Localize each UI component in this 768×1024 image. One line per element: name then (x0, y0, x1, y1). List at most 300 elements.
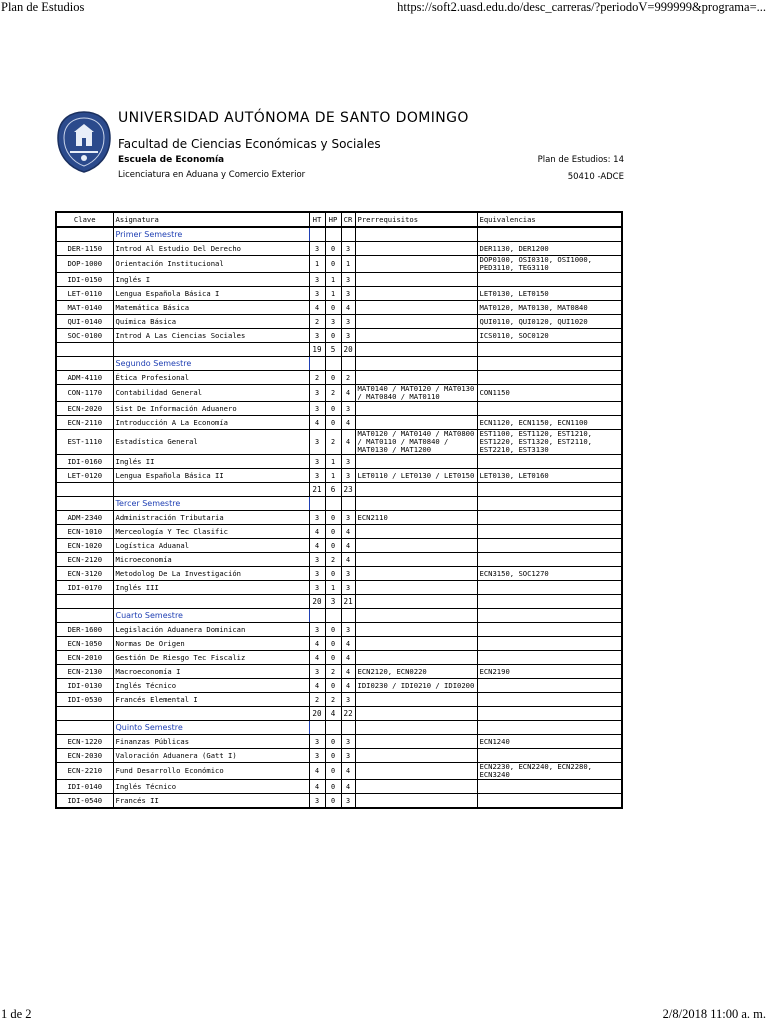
course-row (56, 679, 622, 693)
course-hp: 0 (325, 301, 341, 315)
col-header-clave: Clave (56, 212, 113, 227)
course-row (56, 329, 622, 343)
course-hp: 0 (325, 329, 341, 343)
course-ht: 1 (309, 256, 325, 273)
empty-cell (477, 497, 622, 511)
course-ht: 4 (309, 301, 325, 315)
total-cr: 22 (341, 707, 355, 721)
col-header-asignatura: Asignatura (113, 212, 309, 227)
course-equivalences (477, 273, 622, 287)
total-cr: 20 (341, 343, 355, 357)
empty-cell (325, 497, 341, 511)
course-ht: 2 (309, 315, 325, 329)
course-row (56, 287, 622, 301)
course-row (56, 794, 622, 809)
course-name: Valoración Aduanera (Gatt I) (113, 749, 309, 763)
print-datetime: 2/8/2018 11:00 a. m. (662, 1007, 766, 1021)
course-name: Metodolog De La Investigación (113, 567, 309, 581)
course-name: Macroeconomía I (113, 665, 309, 679)
course-code: IDI-0130 (56, 679, 113, 693)
col-header-hp: HP (325, 212, 341, 227)
course-prerequisites (355, 794, 477, 809)
empty-cell (355, 497, 477, 511)
semester-row (56, 609, 622, 623)
course-cr: 4 (341, 637, 355, 651)
total-hp: 5 (325, 343, 341, 357)
empty-cell (56, 595, 113, 609)
semester-total-row (56, 595, 622, 609)
semester-row (56, 497, 622, 511)
course-name: Estadística General (113, 430, 309, 455)
course-hp: 1 (325, 581, 341, 595)
course-hp: 2 (325, 693, 341, 707)
course-code: DER-1600 (56, 623, 113, 637)
course-hp: 0 (325, 371, 341, 385)
course-ht: 3 (309, 581, 325, 595)
course-equivalences: ECN1120, ECN1150, ECN1100 (477, 416, 622, 430)
course-ht: 3 (309, 749, 325, 763)
empty-cell (56, 707, 113, 721)
course-cr: 3 (341, 287, 355, 301)
course-cr: 4 (341, 301, 355, 315)
course-row (56, 273, 622, 287)
course-hp: 2 (325, 553, 341, 567)
course-cr: 3 (341, 735, 355, 749)
empty-cell (477, 595, 622, 609)
course-name: Inglés Técnico (113, 780, 309, 794)
course-prerequisites (355, 273, 477, 287)
course-cr: 4 (341, 780, 355, 794)
empty-cell (477, 343, 622, 357)
course-name: Logística Aduanal (113, 539, 309, 553)
course-hp: 2 (325, 385, 341, 402)
course-cr: 4 (341, 385, 355, 402)
course-row (56, 693, 622, 707)
course-prerequisites (355, 749, 477, 763)
empty-cell (341, 357, 355, 371)
course-name: Legislación Aduanera Dominican (113, 623, 309, 637)
course-row (56, 651, 622, 665)
col-header-cr: CR (341, 212, 355, 227)
course-ht: 3 (309, 553, 325, 567)
course-cr: 3 (341, 273, 355, 287)
course-ht: 3 (309, 402, 325, 416)
course-prerequisites: ECN2110 (355, 511, 477, 525)
course-code: IDI-0170 (56, 581, 113, 595)
course-name: Sist De Información Aduanero (113, 402, 309, 416)
course-prerequisites (355, 329, 477, 343)
empty-cell (341, 497, 355, 511)
course-ht: 3 (309, 385, 325, 402)
course-cr: 4 (341, 416, 355, 430)
empty-cell (113, 343, 309, 357)
course-row (56, 749, 622, 763)
col-header-prerrequisitos: Prerrequisitos (355, 212, 477, 227)
course-prerequisites (355, 567, 477, 581)
total-cr: 23 (341, 483, 355, 497)
course-name: Microeconomía (113, 553, 309, 567)
course-row (56, 315, 622, 329)
course-name: Inglés I (113, 273, 309, 287)
course-name: Introd A Las Ciencias Sociales (113, 329, 309, 343)
course-code: IDI-0140 (56, 780, 113, 794)
empty-cell (113, 707, 309, 721)
total-ht: 20 (309, 707, 325, 721)
course-equivalences: ICS0110, SOC0120 (477, 329, 622, 343)
semester-total-row (56, 343, 622, 357)
course-equivalences: QUI0110, QUI0120, QUI1020 (477, 315, 622, 329)
empty-cell (56, 357, 113, 371)
total-ht: 19 (309, 343, 325, 357)
course-hp: 0 (325, 780, 341, 794)
empty-cell (355, 721, 477, 735)
course-prerequisites (355, 623, 477, 637)
course-prerequisites (355, 637, 477, 651)
empty-cell (477, 707, 622, 721)
course-cr: 3 (341, 329, 355, 343)
course-code: QUI-0140 (56, 315, 113, 329)
course-equivalences (477, 511, 622, 525)
course-ht: 3 (309, 242, 325, 256)
course-name: Francés Elemental I (113, 693, 309, 707)
course-row (56, 416, 622, 430)
course-cr: 2 (341, 371, 355, 385)
course-prerequisites: MAT0140 / MAT0120 / MAT0130 / MAT0840 / MAT0110 (355, 385, 477, 402)
course-row (56, 665, 622, 679)
course-code: ECN-2020 (56, 402, 113, 416)
course-prerequisites (355, 651, 477, 665)
empty-cell (341, 609, 355, 623)
course-row (56, 567, 622, 581)
course-row (56, 402, 622, 416)
course-code: ECN-1220 (56, 735, 113, 749)
course-row (56, 430, 622, 455)
course-equivalences (477, 455, 622, 469)
semester-title: Cuarto Semestre (113, 609, 309, 623)
university-seal-logo (56, 110, 112, 174)
empty-cell (309, 609, 325, 623)
course-row (56, 525, 622, 539)
course-hp: 3 (325, 315, 341, 329)
empty-cell (309, 227, 325, 242)
course-cr: 3 (341, 315, 355, 329)
course-row (56, 581, 622, 595)
empty-cell (355, 707, 477, 721)
course-hp: 0 (325, 623, 341, 637)
course-ht: 3 (309, 329, 325, 343)
empty-cell (325, 357, 341, 371)
course-code: ECN-2130 (56, 665, 113, 679)
course-name: Lengua Española Básica I (113, 287, 309, 301)
course-name: Ética Profesional (113, 371, 309, 385)
course-ht: 4 (309, 651, 325, 665)
course-code: ECN-2110 (56, 416, 113, 430)
course-row (56, 735, 622, 749)
course-cr: 4 (341, 651, 355, 665)
print-url: https://soft2.uasd.edu.do/desc_carreras/?periodoV=999999&programa=... (397, 0, 766, 14)
course-equivalences: ECN3150, SOC1270 (477, 567, 622, 581)
course-equivalences: ECN2190 (477, 665, 622, 679)
empty-cell (477, 357, 622, 371)
school-name: Escuela de Economía (118, 155, 225, 165)
empty-cell (325, 609, 341, 623)
course-name: Merceología Y Tec Clasific (113, 525, 309, 539)
course-row (56, 242, 622, 256)
total-ht: 20 (309, 595, 325, 609)
semester-total-row (56, 707, 622, 721)
course-ht: 4 (309, 763, 325, 780)
course-prerequisites (355, 402, 477, 416)
course-code: ECN-2010 (56, 651, 113, 665)
course-name: Contabilidad General (113, 385, 309, 402)
course-hp: 0 (325, 511, 341, 525)
course-equivalences: EST1100, EST1120, EST1210, EST1220, EST1320, EST2110, EST2210, EST3130 (477, 430, 622, 455)
course-row (56, 455, 622, 469)
course-name: Inglés III (113, 581, 309, 595)
course-name: Matemática Básica (113, 301, 309, 315)
course-hp: 0 (325, 637, 341, 651)
course-prerequisites (355, 416, 477, 430)
course-name: Introd Al Estudio Del Derecho (113, 242, 309, 256)
course-ht: 3 (309, 511, 325, 525)
course-row (56, 385, 622, 402)
course-cr: 4 (341, 539, 355, 553)
semester-title: Quinto Semestre (113, 721, 309, 735)
course-name: Introducción A La Economía (113, 416, 309, 430)
course-code: DER-1150 (56, 242, 113, 256)
course-prerequisites: LET0110 / LET0130 / LET0150 (355, 469, 477, 483)
empty-cell (325, 721, 341, 735)
page-number: 1 de 2 (1, 1007, 32, 1021)
course-name: Orientación Institucional (113, 256, 309, 273)
empty-cell (309, 357, 325, 371)
empty-cell (355, 595, 477, 609)
empty-cell (56, 609, 113, 623)
course-row (56, 763, 622, 780)
course-cr: 3 (341, 455, 355, 469)
course-cr: 3 (341, 242, 355, 256)
course-row (56, 637, 622, 651)
empty-cell (355, 357, 477, 371)
course-equivalences (477, 651, 622, 665)
course-hp: 0 (325, 794, 341, 809)
course-equivalences: DER1130, DER1200 (477, 242, 622, 256)
course-equivalences (477, 539, 622, 553)
course-hp: 0 (325, 735, 341, 749)
course-prerequisites (355, 539, 477, 553)
course-row (56, 256, 622, 273)
empty-cell (341, 721, 355, 735)
course-prerequisites: IDI0230 / IDI0210 / IDI0200 (355, 679, 477, 693)
empty-cell (309, 721, 325, 735)
course-hp: 0 (325, 402, 341, 416)
course-hp: 0 (325, 679, 341, 693)
course-ht: 3 (309, 794, 325, 809)
course-equivalences (477, 525, 622, 539)
course-equivalences (477, 693, 622, 707)
faculty-name: Facultad de Ciencias Económicas y Sociales (118, 137, 381, 151)
course-code: ECN-1020 (56, 539, 113, 553)
course-equivalences (477, 780, 622, 794)
total-hp: 4 (325, 707, 341, 721)
course-row (56, 623, 622, 637)
course-cr: 4 (341, 430, 355, 455)
course-cr: 3 (341, 794, 355, 809)
course-prerequisites (355, 693, 477, 707)
course-hp: 1 (325, 287, 341, 301)
course-hp: 1 (325, 455, 341, 469)
course-hp: 0 (325, 749, 341, 763)
empty-cell (113, 483, 309, 497)
course-hp: 0 (325, 242, 341, 256)
col-header-ht: HT (309, 212, 325, 227)
course-equivalences (477, 637, 622, 651)
print-title: Plan de Estudios (1, 0, 85, 14)
total-cr: 21 (341, 595, 355, 609)
course-equivalences: ECN1240 (477, 735, 622, 749)
course-name: Administración Tributaria (113, 511, 309, 525)
course-equivalences (477, 623, 622, 637)
course-cr: 3 (341, 749, 355, 763)
course-prerequisites (355, 525, 477, 539)
course-hp: 0 (325, 256, 341, 273)
course-equivalences: LET0130, LET0150 (477, 287, 622, 301)
course-cr: 4 (341, 553, 355, 567)
course-row (56, 553, 622, 567)
course-prerequisites (355, 553, 477, 567)
empty-cell (341, 227, 355, 242)
course-ht: 3 (309, 623, 325, 637)
course-hp: 2 (325, 665, 341, 679)
course-ht: 3 (309, 430, 325, 455)
course-ht: 4 (309, 780, 325, 794)
program-name: Licenciatura en Aduana y Comercio Exterior (118, 170, 306, 180)
university-name: UNIVERSIDAD AUTÓNOMA DE SANTO DOMINGO (118, 110, 469, 126)
course-code: EST-1110 (56, 430, 113, 455)
course-equivalences: CON1150 (477, 385, 622, 402)
course-name: Inglés II (113, 455, 309, 469)
course-hp: 0 (325, 539, 341, 553)
course-row (56, 511, 622, 525)
empty-cell (355, 227, 477, 242)
course-prerequisites (355, 242, 477, 256)
course-equivalences (477, 371, 622, 385)
course-name: Normas De Origen (113, 637, 309, 651)
course-name: Gestión De Riesgo Tec Fiscaliz (113, 651, 309, 665)
empty-cell (56, 721, 113, 735)
course-equivalences (477, 679, 622, 693)
course-ht: 2 (309, 371, 325, 385)
empty-cell (355, 343, 477, 357)
course-prerequisites (355, 780, 477, 794)
course-code: SOC-0100 (56, 329, 113, 343)
course-code: CON-1170 (56, 385, 113, 402)
study-plan-table (55, 211, 623, 809)
course-cr: 4 (341, 763, 355, 780)
course-hp: 0 (325, 651, 341, 665)
course-cr: 3 (341, 567, 355, 581)
course-code: ECN-1050 (56, 637, 113, 651)
empty-cell (309, 497, 325, 511)
course-code: ECN-3120 (56, 567, 113, 581)
empty-cell (56, 497, 113, 511)
course-row (56, 469, 622, 483)
course-ht: 4 (309, 679, 325, 693)
empty-cell (477, 609, 622, 623)
course-code: ECN-2030 (56, 749, 113, 763)
course-equivalences (477, 749, 622, 763)
table-header-row (56, 212, 622, 227)
course-ht: 3 (309, 287, 325, 301)
course-code: ADM-4110 (56, 371, 113, 385)
empty-cell (113, 595, 309, 609)
course-equivalences (477, 581, 622, 595)
course-cr: 3 (341, 402, 355, 416)
course-code: LET-0110 (56, 287, 113, 301)
course-prerequisites (355, 256, 477, 273)
course-prerequisites (355, 315, 477, 329)
course-equivalences (477, 553, 622, 567)
course-hp: 0 (325, 567, 341, 581)
course-equivalences (477, 402, 622, 416)
course-ht: 4 (309, 637, 325, 651)
empty-cell (56, 227, 113, 242)
col-header-equivalencias: Equivalencias (477, 212, 622, 227)
course-prerequisites: MAT0120 / MAT0140 / MAT0800 / MAT0110 / MAT0840 / MAT0130 / MAT1200 (355, 430, 477, 455)
course-cr: 3 (341, 581, 355, 595)
course-equivalences (477, 794, 622, 809)
empty-cell (477, 483, 622, 497)
empty-cell (355, 609, 477, 623)
course-name: Inglés Técnico (113, 679, 309, 693)
empty-cell (477, 227, 622, 242)
course-prerequisites (355, 581, 477, 595)
course-code: IDI-0540 (56, 794, 113, 809)
print-header (0, 0, 768, 16)
course-prerequisites (355, 735, 477, 749)
total-ht: 21 (309, 483, 325, 497)
course-cr: 3 (341, 469, 355, 483)
course-equivalences: ECN2230, ECN2240, ECN2280, ECN3240 (477, 763, 622, 780)
semester-title: Primer Semestre (113, 227, 309, 242)
plan-number: Plan de Estudios: 14 (537, 155, 624, 165)
print-footer (0, 1008, 768, 1024)
course-cr: 4 (341, 665, 355, 679)
course-cr: 4 (341, 679, 355, 693)
course-hp: 2 (325, 430, 341, 455)
course-ht: 3 (309, 735, 325, 749)
course-code: LET-0120 (56, 469, 113, 483)
course-hp: 1 (325, 469, 341, 483)
total-hp: 6 (325, 483, 341, 497)
course-prerequisites (355, 287, 477, 301)
course-code: IDI-0150 (56, 273, 113, 287)
course-cr: 3 (341, 623, 355, 637)
course-ht: 2 (309, 693, 325, 707)
course-row (56, 371, 622, 385)
course-code: MAT-0140 (56, 301, 113, 315)
course-prerequisites (355, 763, 477, 780)
course-name: Fund Desarrollo Económico (113, 763, 309, 780)
table-body (56, 227, 622, 808)
course-cr: 3 (341, 693, 355, 707)
course-code: DOP-1000 (56, 256, 113, 273)
course-ht: 4 (309, 416, 325, 430)
course-ht: 4 (309, 525, 325, 539)
course-prerequisites: ECN2120, ECN0220 (355, 665, 477, 679)
course-ht: 3 (309, 665, 325, 679)
course-prerequisites (355, 301, 477, 315)
